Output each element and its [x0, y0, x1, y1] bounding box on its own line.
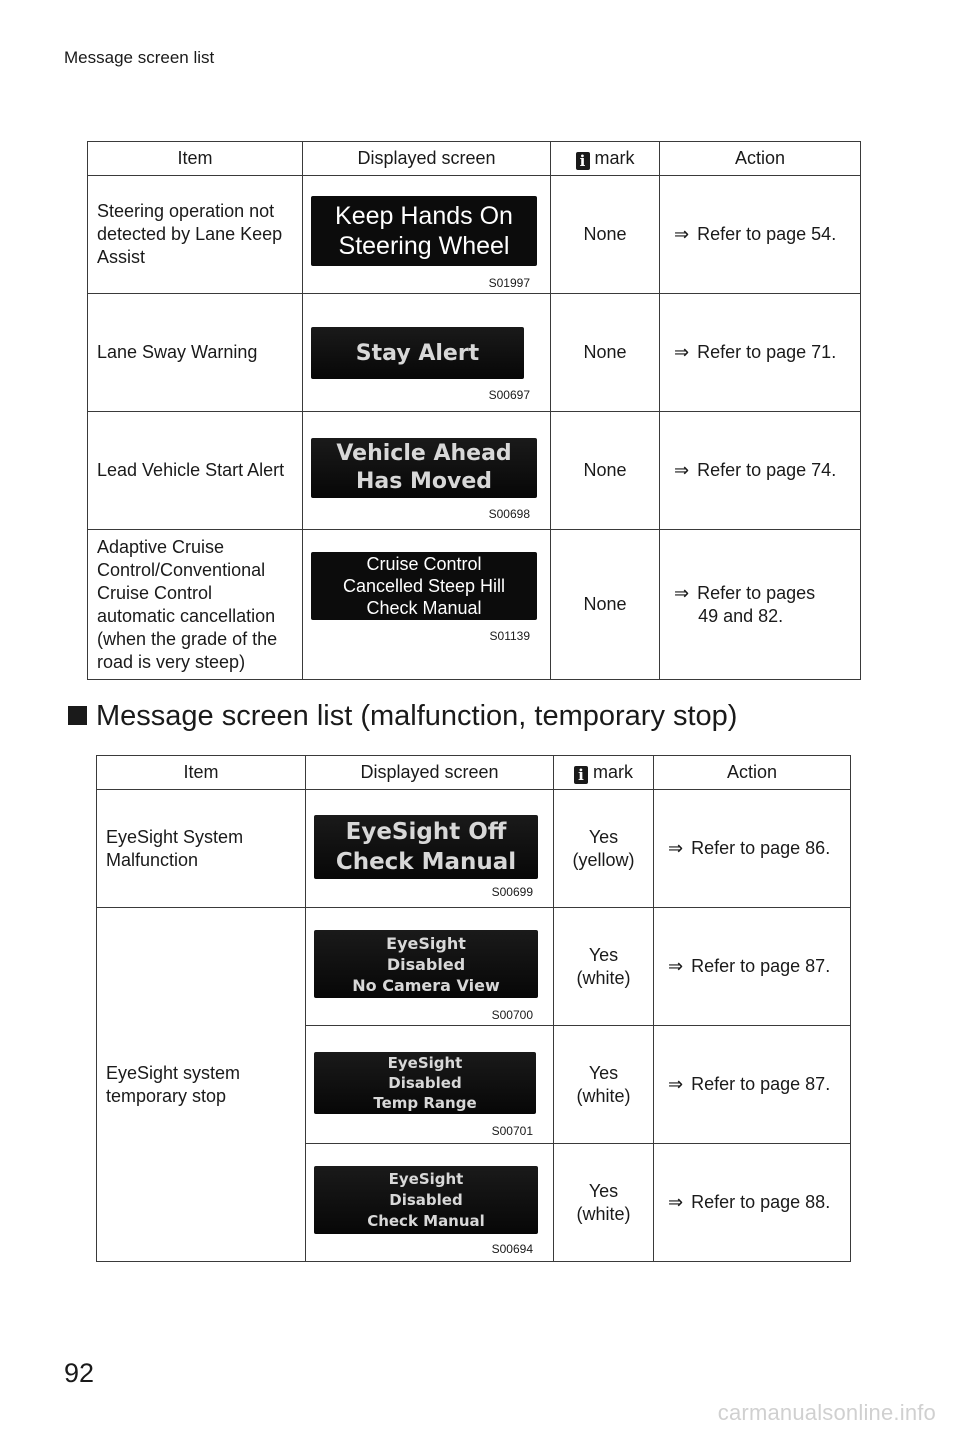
image-code: S00697: [488, 388, 530, 402]
message-table-malfunction: [96, 755, 851, 1262]
arrow-icon: ⇒: [674, 342, 690, 362]
action-cell: [660, 294, 861, 412]
action-text: Refer to page 54.: [697, 224, 837, 244]
header-action: Action: [654, 756, 851, 790]
header-item: Item: [88, 142, 303, 176]
arrow-icon: ⇒: [674, 582, 690, 603]
mark-cell: [554, 1144, 654, 1262]
table-header-row: [97, 756, 851, 790]
header-mark-label: mark: [594, 147, 635, 168]
table-row: [88, 176, 861, 294]
action-text: Refer to page 86.: [691, 838, 831, 858]
display-line: EyeSight Off: [345, 819, 507, 845]
display-line: Vehicle Ahead: [336, 441, 512, 466]
display-line: Disabled: [389, 1190, 463, 1209]
action-cell: [654, 1026, 851, 1144]
mark-cell: None: [551, 176, 660, 294]
action-cell: [660, 176, 861, 294]
action-text: 49 and 82.: [698, 605, 784, 626]
table-row: [88, 530, 861, 680]
action-text: Refer to pages: [697, 582, 816, 603]
displayed-screen-cell: [303, 176, 551, 294]
message-display-image: [311, 196, 537, 266]
item-cell: Steering operation not detected by Lane Keep Assist: [88, 176, 303, 294]
displayed-screen-cell: [306, 790, 554, 908]
display-line: Disabled: [386, 954, 466, 974]
mark-text: Yes: [588, 826, 619, 847]
running-header: Message screen list: [64, 48, 215, 67]
item-cell: Lane Sway Warning: [88, 294, 303, 412]
header-mark-label: mark: [593, 761, 633, 782]
displayed-screen-cell: [303, 294, 551, 412]
table-row: [88, 294, 861, 412]
arrow-icon: ⇒: [668, 1074, 684, 1094]
image-code: S00699: [491, 885, 533, 899]
page-number: 92: [64, 1358, 95, 1388]
arrow-icon: ⇒: [668, 838, 684, 858]
mark-cell: None: [551, 530, 660, 680]
info-mark-icon: i: [576, 152, 590, 170]
action-cell: [654, 790, 851, 908]
action-text: Refer to page 71.: [697, 342, 837, 362]
display-line: Temp Range: [373, 1094, 477, 1112]
image-code: S00701: [491, 1124, 533, 1138]
mark-text: Yes: [588, 1062, 619, 1083]
table-row: [97, 908, 851, 1026]
section-heading-text: Message screen list (malfunction, temporary stop): [96, 700, 738, 732]
mark-text: (white): [576, 967, 631, 988]
action-cell: [654, 1144, 851, 1262]
image-code: S01997: [488, 276, 530, 290]
mark-text: (yellow): [572, 849, 635, 870]
message-table-normal: [87, 141, 861, 680]
display-line: Disabled: [388, 1074, 462, 1092]
action-cell: [660, 412, 861, 530]
display-line: Check Manual: [335, 849, 517, 875]
arrow-icon: ⇒: [674, 224, 690, 244]
action-cell: [654, 908, 851, 1026]
arrow-icon: ⇒: [668, 1192, 684, 1212]
action-cell: [660, 530, 861, 680]
info-mark-icon: i: [574, 766, 588, 784]
displayed-screen-cell: [303, 530, 551, 680]
display-line: No Camera View: [352, 975, 500, 995]
message-display-image: [311, 438, 537, 498]
display-line: Check Manual: [367, 1211, 485, 1230]
display-line: EyeSight: [386, 933, 466, 953]
table-row: [97, 790, 851, 908]
header-item: Item: [97, 756, 306, 790]
action-text: Refer to page 88.: [691, 1192, 831, 1212]
item-cell: EyeSight System Malfunction: [97, 790, 306, 908]
displayed-screen-cell: [306, 1026, 554, 1144]
displayed-screen-cell: [306, 908, 554, 1026]
message-display-image: [311, 552, 537, 620]
image-code: S00698: [488, 507, 530, 521]
action-text: Refer to page 87.: [691, 1074, 831, 1094]
mark-cell: None: [551, 294, 660, 412]
table-header-row: [88, 142, 861, 176]
displayed-screen-cell: [306, 1144, 554, 1262]
item-cell: Lead Vehicle Start Alert: [88, 412, 303, 530]
display-line: Steering Wheel: [338, 232, 510, 260]
section-heading: [68, 700, 737, 733]
mark-text: Yes: [588, 944, 619, 965]
mark-cell: [554, 1026, 654, 1144]
display-line: Cancelled Steep Hill: [342, 576, 506, 596]
image-code: S00700: [491, 1008, 533, 1022]
watermark: carmanualsonline.info: [717, 1400, 936, 1425]
item-cell: EyeSight system temporary stop: [97, 908, 306, 1262]
display-line: Check Manual: [366, 598, 482, 618]
display-line: Stay Alert: [355, 340, 480, 366]
message-display-image: [314, 1052, 536, 1114]
mark-text: (white): [576, 1085, 631, 1106]
mark-cell: None: [551, 412, 660, 530]
header-displayed-screen: Displayed screen: [303, 142, 551, 176]
mark-text: (white): [576, 1203, 631, 1224]
display-line: Cruise Control: [366, 554, 482, 574]
item-cell: Adaptive Cruise Control/Conventional Cruise Control automatic cancellation (when the grade of the road is very steep): [88, 530, 303, 680]
mark-cell: [554, 790, 654, 908]
display-line: Keep Hands On: [335, 202, 513, 230]
action-text: Refer to page 87.: [691, 956, 831, 976]
header-action: Action: [660, 142, 861, 176]
table-row: [88, 412, 861, 530]
arrow-icon: ⇒: [674, 460, 690, 480]
image-code: S01139: [489, 629, 530, 643]
display-line: EyeSight: [387, 1054, 463, 1072]
message-display-image: [314, 1166, 538, 1234]
message-display-image: [314, 930, 538, 998]
header-mark: [551, 142, 660, 176]
header-mark: [554, 756, 654, 790]
image-code: S00694: [491, 1242, 533, 1256]
arrow-icon: ⇒: [668, 956, 684, 976]
display-line: Has Moved: [355, 469, 493, 494]
square-bullet-icon: [68, 706, 87, 725]
message-display-image: [311, 327, 524, 379]
mark-text: Yes: [588, 1180, 619, 1201]
displayed-screen-cell: [303, 412, 551, 530]
mark-cell: [554, 908, 654, 1026]
header-displayed-screen: Displayed screen: [306, 756, 554, 790]
message-display-image: [314, 815, 538, 879]
display-line: EyeSight: [388, 1169, 464, 1188]
action-text: Refer to page 74.: [697, 460, 837, 480]
